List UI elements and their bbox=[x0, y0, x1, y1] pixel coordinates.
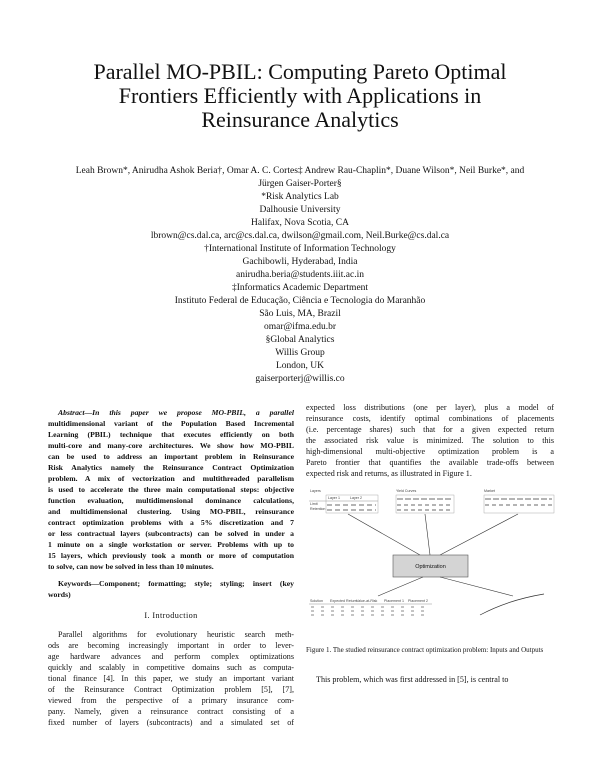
email-line: lbrown@cs.dal.ca, arc@cs.dal.ca, dwilson@gmail.com, Neil.Burke@cs.dal.ca bbox=[150, 231, 450, 241]
abstract-line: problem. A mix of vectorization and multithreaded parallelism bbox=[48, 474, 294, 483]
abstract-line: Risk Analytics namely the Reinsurance Contract Optimization bbox=[48, 463, 294, 472]
table-label: Expected Return bbox=[330, 599, 357, 603]
email-line: gaiserporterj@willis.co bbox=[255, 374, 345, 384]
abstract bbox=[48, 407, 294, 572]
affiliation-line: São Luis, MA, Brazil bbox=[259, 309, 341, 319]
keywords bbox=[48, 578, 294, 600]
email-line: anirudha.beria@students.iiit.ac.in bbox=[236, 270, 364, 280]
author-line: Jürgen Gaiser-Porter§ bbox=[258, 179, 342, 189]
optimization-label: Optimization bbox=[415, 564, 446, 570]
text-line: fixed number of layers (subcontracts) and a simulated set of bbox=[48, 718, 294, 727]
affiliation-line: London, UK bbox=[275, 361, 325, 371]
text-line: quickly and scalably in competitive domains such as computa- bbox=[48, 663, 294, 672]
paper-title bbox=[40, 60, 560, 132]
text-line: (i.e. percentage shares) such that for a given expected return bbox=[306, 425, 554, 434]
text-line: high-dimensional multi-objective optimization problem is a bbox=[306, 447, 554, 456]
right-column-continued bbox=[306, 674, 554, 685]
affiliation-line: *Risk Analytics Lab bbox=[261, 192, 339, 202]
right-column bbox=[306, 402, 554, 479]
email-line: omar@ifma.edu.br bbox=[263, 322, 337, 332]
title-line: Frontiers Efficiently with Applications in bbox=[118, 83, 482, 108]
market-table bbox=[484, 489, 554, 513]
text-line: expected loss distributions (one per layer), plus a model of bbox=[306, 403, 554, 412]
abstract-line: 1 minute on a single workstation or server. Problems with up to bbox=[48, 540, 294, 549]
abstract-line: Learning (PBIL) technique that executes efficiently on both bbox=[48, 430, 294, 439]
table-label: Value-at-Risk bbox=[356, 599, 378, 603]
abstract-line: contract optimization problems with a 5% discretization and 7 bbox=[48, 518, 294, 527]
table-label: Placement 1 bbox=[384, 599, 404, 603]
affiliation-line: Halifax, Nova Scotia, CA bbox=[251, 218, 349, 228]
table-label: Placement 2 bbox=[408, 599, 428, 603]
figure-caption: Figure 1. The studied reinsurance contract optimization problem: Inputs and Outputs bbox=[306, 646, 544, 654]
author-block bbox=[40, 165, 560, 386]
table-label: Layer 1 bbox=[328, 496, 340, 500]
abstract-line: 15 layers, which previously took a month or more of computation bbox=[48, 551, 294, 560]
abstract-line: or less contractual layers (subcontracts) can be solved in under a bbox=[48, 529, 294, 538]
solutions-table bbox=[309, 599, 432, 615]
text-line: pany. Namely, given a reinsurance contract consisting of a bbox=[48, 707, 294, 716]
abstract-line: multi-core and many-core architectures. We show how MO-PBIL bbox=[48, 441, 294, 450]
affiliation-line: §Global Analytics bbox=[265, 335, 335, 345]
abstract-line: is used to accelerate the three main computational steps: objective bbox=[48, 485, 294, 494]
layers-table bbox=[309, 489, 378, 513]
keywords-line: Keywords—Component; formatting; style; styling; insert (key bbox=[58, 579, 294, 588]
abstract-line: can be used to address an important problem in Reinsurance bbox=[48, 452, 294, 461]
keywords-line: words) bbox=[48, 590, 71, 599]
table-label: Layers bbox=[310, 489, 321, 493]
abstract-line: to solve, can now be solved in less than 10 minutes. bbox=[48, 562, 214, 571]
left-column bbox=[48, 407, 294, 728]
text-line: age hardware advances and perform complex optimizations bbox=[48, 652, 294, 661]
introduction-text bbox=[48, 629, 294, 728]
title-line: Reinsurance Analytics bbox=[201, 107, 399, 132]
table-label: Retention bbox=[310, 507, 326, 511]
affiliation-line: Instituto Federal de Educação, Ciência e Tecnologia do Maranhão bbox=[174, 296, 426, 306]
abstract-line: and multidimensional clustering. Using MO-PBIL, reinsurance bbox=[48, 507, 294, 516]
text-line: of the Reinsurance Contract Optimization problem [5], [7], bbox=[48, 685, 294, 694]
affiliation-line: Willis Group bbox=[275, 348, 325, 358]
text-line: expected risk and returns, as illustrated in Figure 1. bbox=[306, 469, 472, 478]
text-line: reinsurance costs, identify optimal combinations of placements bbox=[306, 414, 554, 423]
affiliation-line: †International Institute of Information Technology bbox=[204, 244, 396, 254]
author-line: Leah Brown*, Anirudha Ashok Beria†, Omar A. C. Cortes‡ Andrew Rau-Chaplin*, Duane Wilson*, Neil Burke*, and bbox=[75, 166, 525, 176]
abstract-line: multidimensional variant of the Population Based Incremental bbox=[48, 419, 294, 428]
figure-1-diagram bbox=[308, 488, 558, 616]
table-label: Yield Curves bbox=[396, 489, 417, 493]
abstract-line: Abstract—In this paper we propose MO-PBIL, a parallel bbox=[58, 408, 294, 417]
pareto-frontier-curve bbox=[480, 594, 544, 615]
affiliation-line: ‡Informatics Academic Department bbox=[231, 283, 369, 293]
text-line: Parallel algorithms for evolutionary heuristic search meth- bbox=[58, 630, 294, 639]
section-heading: I. Introduction bbox=[144, 611, 198, 620]
table-label: Market bbox=[484, 489, 495, 493]
table-label: Solution bbox=[310, 599, 323, 603]
abstract-line: function evaluation, multidimensional dominance calculations, bbox=[48, 496, 294, 505]
text-line: This problem, which was first addressed in [5], is central to bbox=[316, 675, 509, 684]
yield-curves-table bbox=[396, 489, 454, 513]
table-label: Limit bbox=[310, 502, 318, 506]
text-line: ods are becoming increasingly important in order to lever- bbox=[48, 641, 294, 650]
affiliation-line: Dalhousie University bbox=[259, 205, 341, 215]
text-line: the associated risk value is minimized. The solution to this bbox=[306, 436, 554, 445]
title-line: Parallel MO-PBIL: Computing Pareto Optimal bbox=[93, 59, 507, 84]
text-line: viewed from the perspective of a primary insurance com- bbox=[48, 696, 294, 705]
table-label: Layer 2 bbox=[350, 496, 362, 500]
text-line: tional finance [4]. In this paper, we study an important variant bbox=[48, 674, 294, 683]
text-line: Pareto frontier that quantifies the available trade-offs between bbox=[306, 458, 554, 467]
affiliation-line: Gachibowli, Hyderabad, India bbox=[242, 257, 358, 267]
